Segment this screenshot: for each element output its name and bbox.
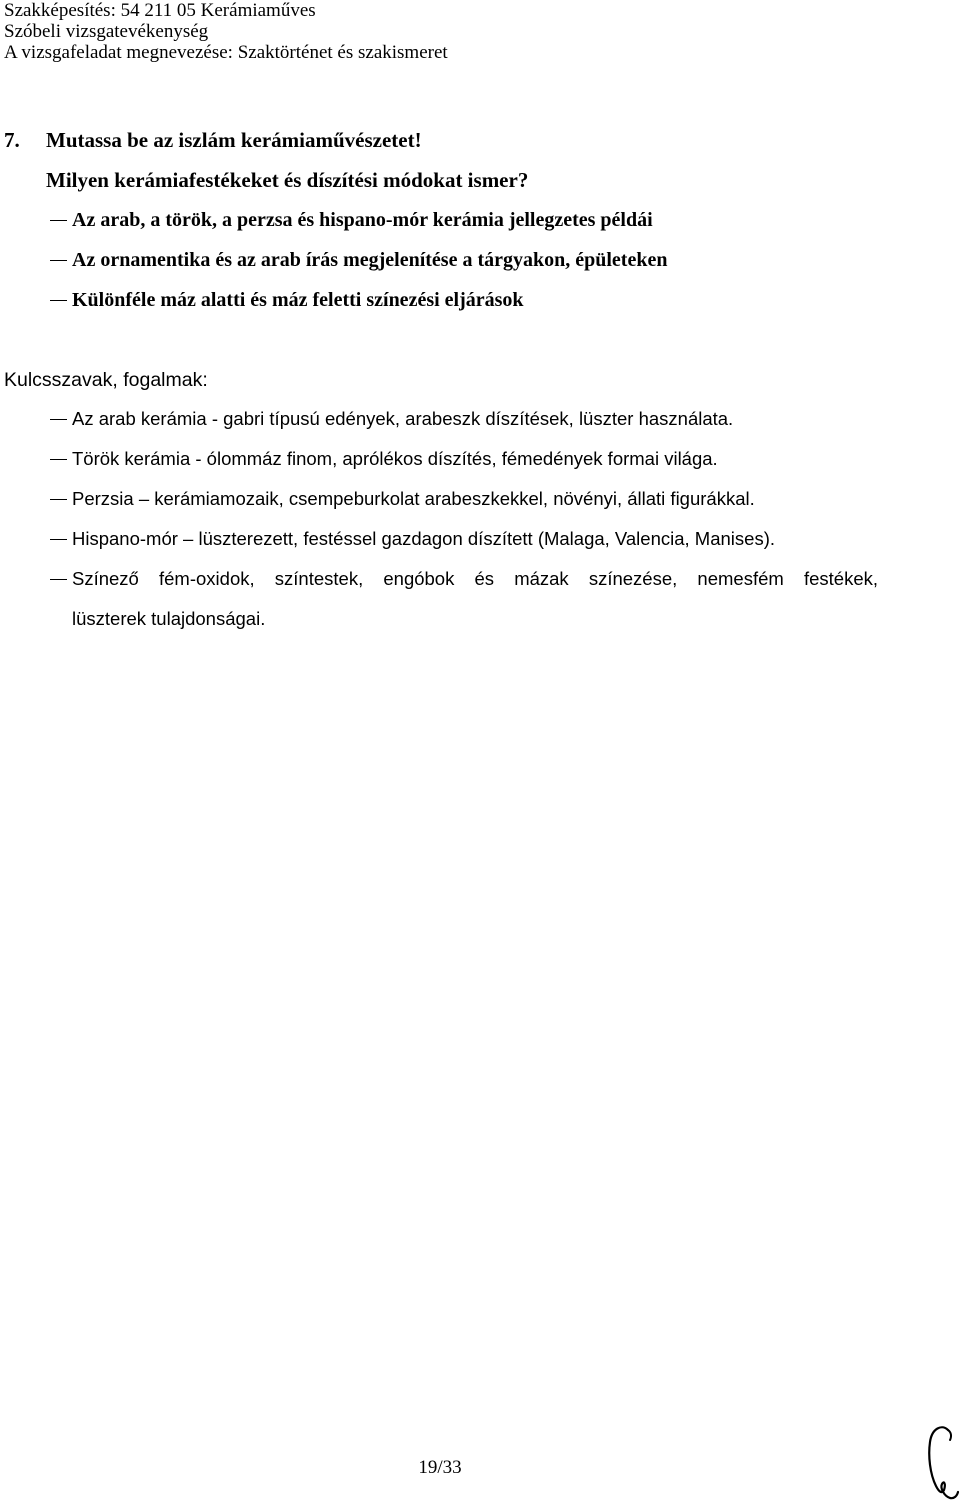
keywords-heading: Kulcsszavak, fogalmak: bbox=[4, 369, 208, 391]
keyword-text: Az arab kerámia - gabri típusú edények, arabeszk díszítések, lüszter használata. bbox=[72, 408, 734, 429]
question-number: 7. bbox=[4, 128, 20, 152]
question-line-1: Mutassa be az iszlám kerámiaművészetet! bbox=[46, 128, 422, 152]
header-exam-type: Szóbeli vizsgatevékenység bbox=[4, 21, 209, 42]
topic-text: Különféle máz alatti és máz feletti színezési eljárások bbox=[72, 289, 524, 311]
question-line-2: Milyen kerámiafestékeket és díszítési módokat ismer? bbox=[46, 168, 529, 192]
dash-bullet bbox=[50, 300, 67, 301]
topic-text: Az ornamentika és az arab írás megjelenítése a tárgyakon, épületeken bbox=[72, 249, 668, 271]
page-number: 19/33 bbox=[418, 1457, 462, 1478]
keyword-continuation-text: lüszterek tulajdonságai. bbox=[72, 608, 266, 629]
header-qualification: Szakképesítés: 54 211 05 Kerámiaműves bbox=[4, 0, 316, 21]
header-task-name: A vizsgafeladat megnevezése: Szaktörténet és szakismeret bbox=[4, 42, 448, 63]
dash-bullet bbox=[50, 260, 67, 261]
keyword-text: Színező fém-oxidok, színtestek, engóbok és mázak színezése, nemesfém festékek, bbox=[72, 568, 878, 589]
dash-bullet bbox=[50, 499, 67, 500]
dash-bullet bbox=[50, 419, 67, 420]
dash-bullet bbox=[50, 579, 67, 580]
keyword-text: Perzsia – kerámiamozaik, csempeburkolat arabeszkekkel, növényi, állati figurákkal. bbox=[72, 488, 755, 509]
topic-text: Az arab, a török, a perzsa és hispano-mór kerámia jellegzetes példái bbox=[72, 209, 653, 231]
dash-bullet bbox=[50, 539, 67, 540]
dash-bullet bbox=[50, 459, 67, 460]
dash-bullet bbox=[50, 220, 67, 221]
keyword-text: Török kerámia - ólommáz finom, aprólékos díszítés, fémedények formai világa. bbox=[72, 448, 718, 469]
signature-mark bbox=[918, 1422, 960, 1503]
keyword-text: Hispano-mór – lüszterezett, festéssel gazdagon díszített (Malaga, Valencia, Manises). bbox=[72, 528, 775, 549]
